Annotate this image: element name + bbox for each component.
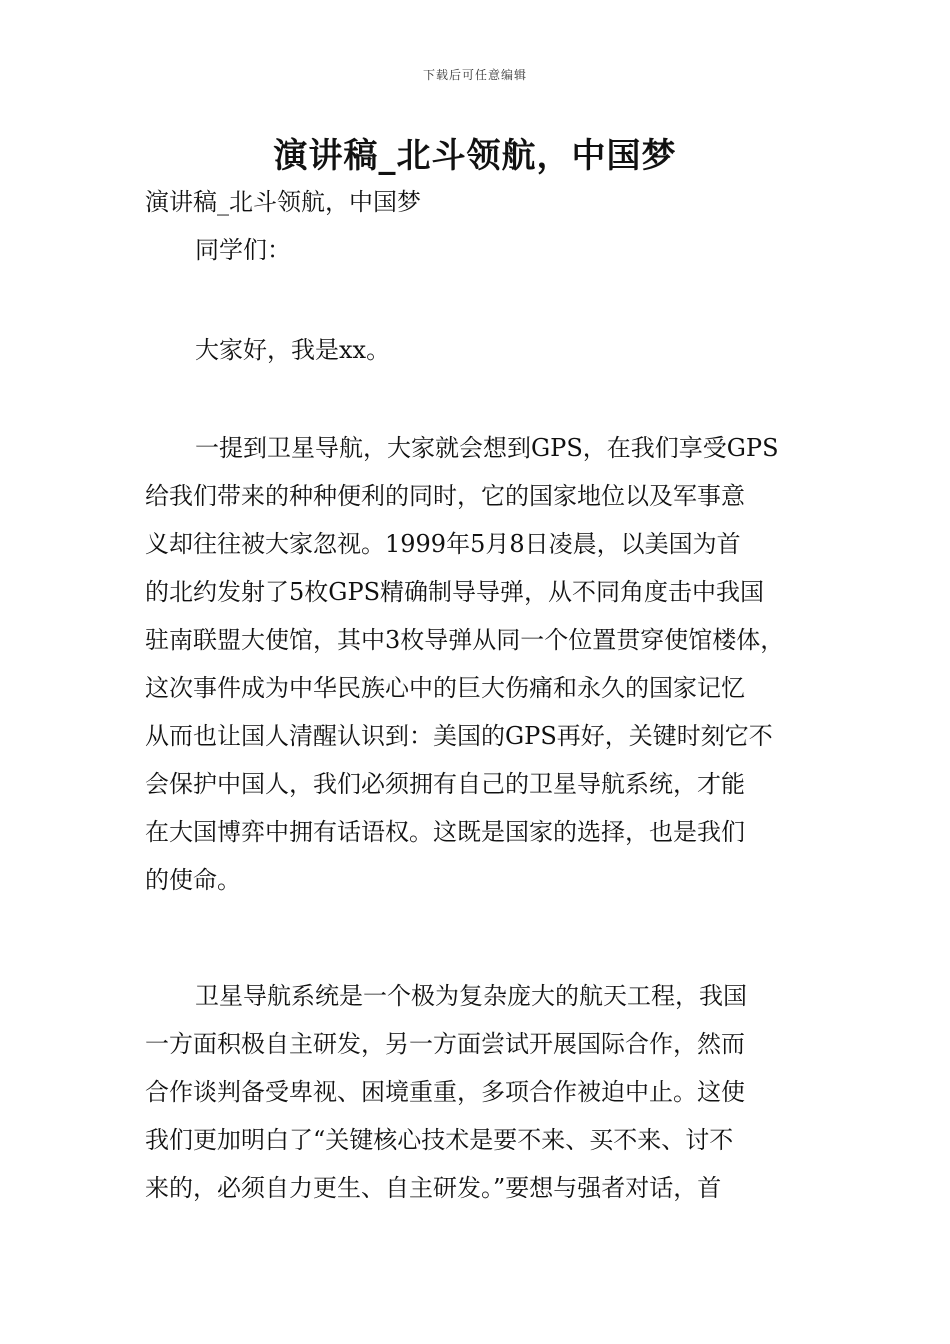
paragraph-line: 一提到卫星导航，大家就会想到GPS，在我们享受GPS (195, 434, 779, 462)
paragraph-line: 的北约发射了5枚GPS精确制导导弹，从不同角度击中我国 (145, 578, 765, 606)
paragraph-1 (145, 424, 810, 904)
paragraph-2 (145, 972, 810, 1212)
paragraph-line: 我们更加明白了“关键核心技术是要不来、买不来、讨不 (145, 1126, 734, 1154)
paragraph-line: 合作谈判备受卑视、困境重重，多项合作被迫中止。这使 (145, 1078, 745, 1106)
greeting-text: 同学们： (195, 236, 291, 264)
paragraph-line: 给我们带来的种种便利的同时，它的国家地位以及军事意 (145, 482, 745, 510)
paragraph-line: 在大国博弈中拥有话语权。这既是国家的选择，也是我们 (145, 818, 745, 846)
greeting (145, 226, 810, 274)
intro-paragraph (145, 326, 810, 374)
paragraph-line: 卫星导航系统是一个极为复杂庞大的航天工程，我国 (195, 982, 747, 1010)
document-subtitle: 演讲稿_北斗领航，中国梦 (145, 188, 421, 216)
paragraph-line: 从而也让国人清醒认识到：美国的GPS再好，关键时刻它不 (145, 722, 773, 750)
paragraph-line: 会保护中国人，我们必须拥有自己的卫星导航系统，才能 (145, 770, 745, 798)
paragraph-line: 一方面积极自主研发，另一方面尝试开展国际合作，然而 (145, 1030, 745, 1058)
paragraph-line: 义却往往被大家忽视。1999年5月8日凌晨，以美国为首 (145, 530, 741, 558)
paragraph-line: 驻南联盟大使馆，其中3枚导弹从同一个位置贯穿使馆楼体， (145, 626, 785, 654)
paragraph-line: 这次事件成为中华民族心中的巨大伤痛和永久的国家记忆 (145, 674, 745, 702)
document-title: 演讲稿_北斗领航，中国梦 (273, 136, 677, 176)
paragraph-line: 来的，必须自力更生、自主研发。”要想与强者对话，首 (145, 1174, 722, 1202)
intro-text: 大家好，我是xx。 (195, 336, 391, 364)
header-note: 下载后可任意编辑 (422, 68, 527, 82)
paragraph-line: 的使命。 (145, 866, 241, 894)
